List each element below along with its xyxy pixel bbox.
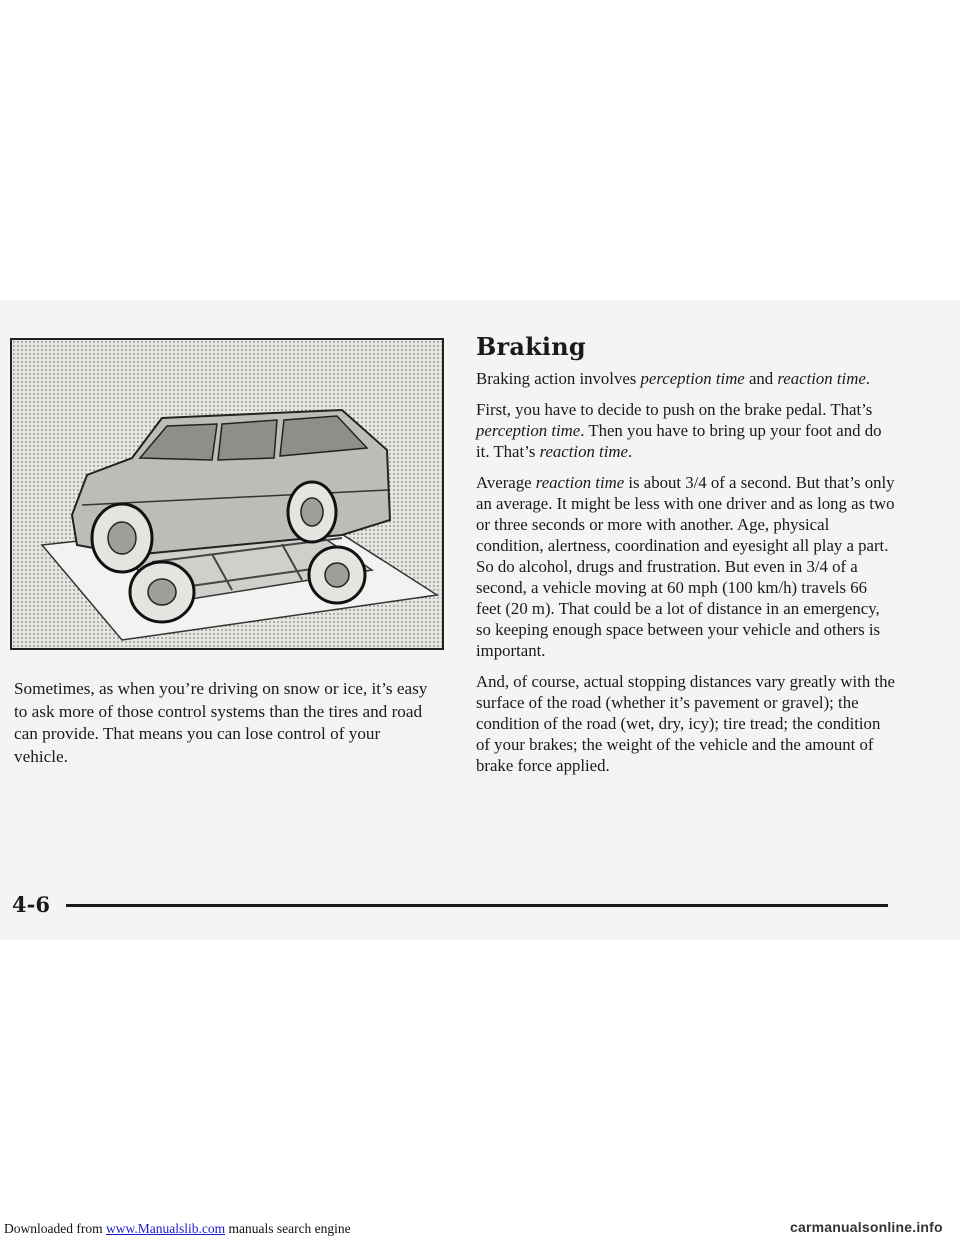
section-title: Braking xyxy=(476,332,586,361)
braking-section xyxy=(476,368,896,786)
paragraph-4: And, of course, actual stopping distances vary greatly with the surface of the road (whether it’s pavement or gravel); the condition of the road (wet, dry, icy); tire tread; the condition of your brakes; the weight of the vehicle and the amount of brake force applied. xyxy=(476,672,895,775)
site-watermark: carmanualsonline.info xyxy=(790,1219,943,1235)
traction-paragraph: Sometimes, as when you’re driving on snow or ice, it’s easy to ask more of those control systems than the tires and road can provide. That means you can lose control of your vehicle. xyxy=(14,679,428,766)
suv-drawing xyxy=(12,340,442,648)
paragraph-3: Average reaction time is about 3/4 of a second. But that’s only an average. It might be less with one driver and as long as two or three seconds or more with another. Age, physical condition, alertness, coordination and eyesight all play a part. So do alcohol, drugs and frustration. But even in 3/4 of a second, a vehicle moving at 60 mph (100 km/h) travels 66 feet (20 m). That could be a lot of distance in an emergency, so keeping enough space between your vehicle and others is important. xyxy=(476,473,895,660)
download-banner: Downloaded from www.Manualslib.com manuals search engine xyxy=(4,1221,351,1236)
left-column xyxy=(14,678,434,768)
page-number: 4-6 xyxy=(12,892,50,917)
manualslib-link[interactable]: www.Manualslib.com xyxy=(105,1221,226,1236)
suv-chassis-illustration xyxy=(10,338,444,650)
footer-rule xyxy=(66,904,888,907)
paragraph-1: Braking action involves perception time and reaction time. xyxy=(476,369,870,388)
paragraph-2: First, you have to decide to push on the brake pedal. That’s perception time. Then you have to bring up your foot and do it. That’s reaction time. xyxy=(476,400,882,461)
